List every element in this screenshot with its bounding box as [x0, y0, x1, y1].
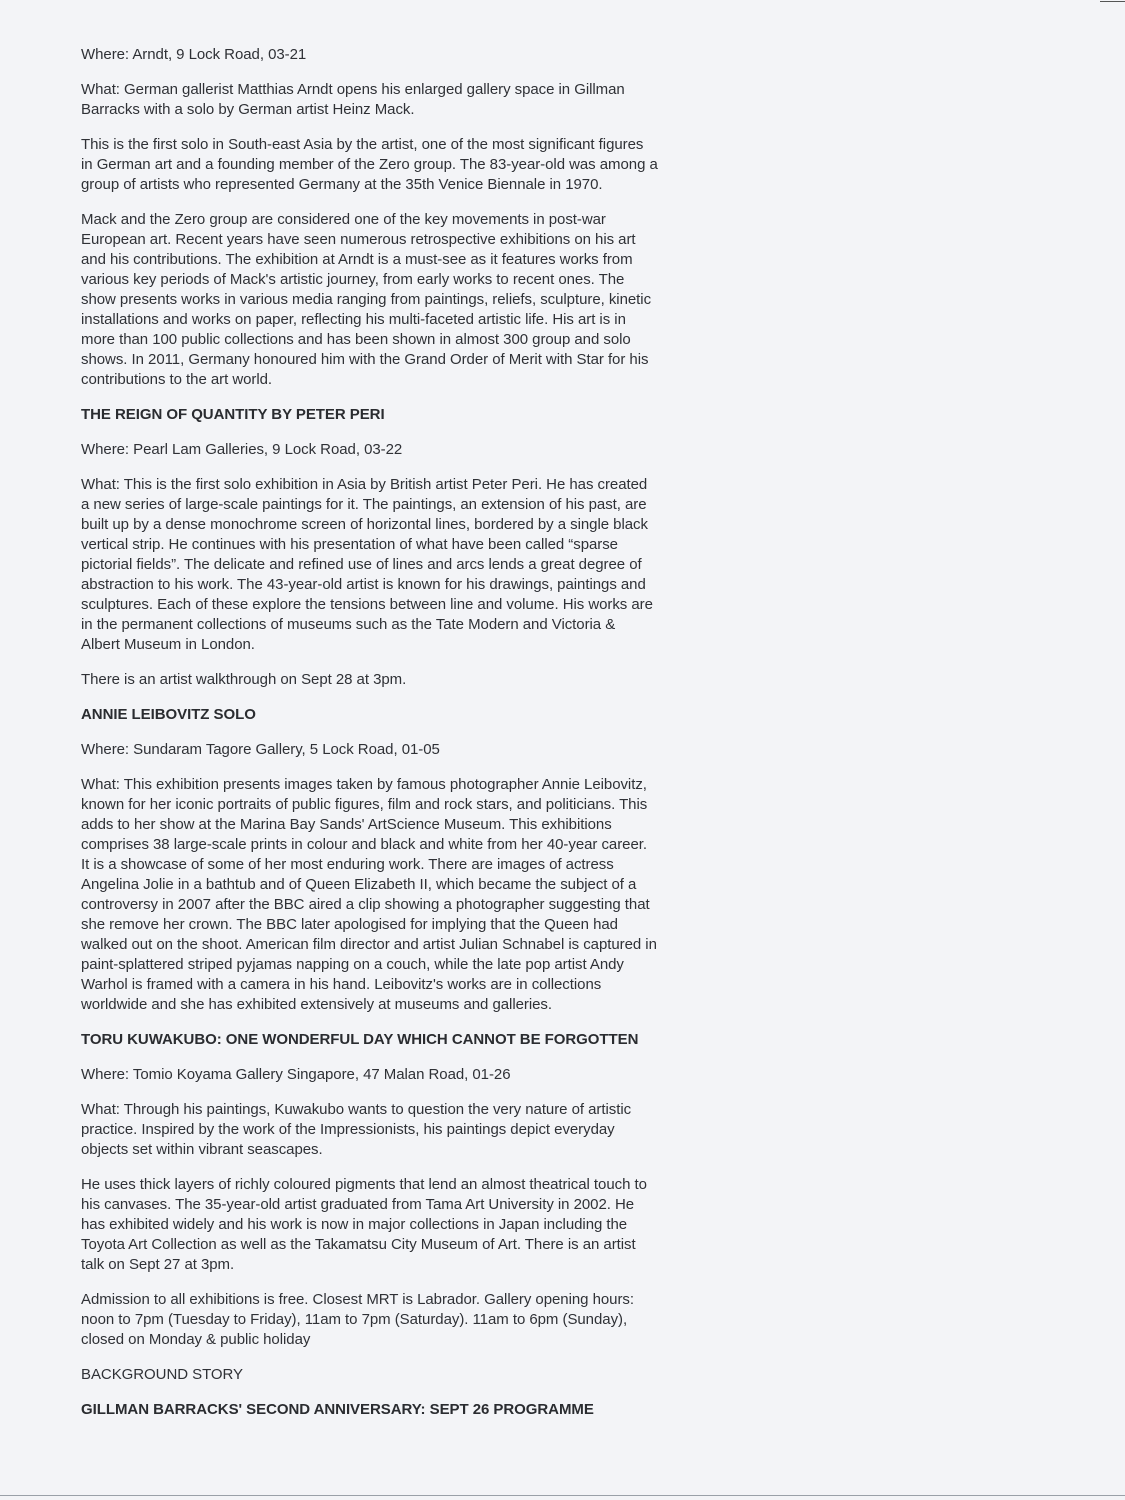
what-peter-peri: What: This is the first solo exhibition in Asia by British artist Peter Peri. He has created a new series of large-scale paintings for it. The paintings, an extension of his past, are built up by a dense monochrome screen of horizontal lines, bordered by a single black vertical strip. He continues with his presentation of what have been called “sparse pictorial fields”. The delicate and refined use of lines and arcs lends a great degree of abstraction to his work. The 43-year-old artist is known for his drawings, paintings and sculptures. Each of these explore the tensions between line and volume. His works are in the permanent collections of museums such as the Tate Modern and Victoria & Albert Museum in London.	[81, 476, 653, 653]
what-toru-kuwakubo: What: Through his paintings, Kuwakubo wants to question the very nature of artistic practice. Inspired by the work of the Impressionists, his paintings depict everyday objects set within vibrant seascapes.	[81, 1101, 632, 1158]
paragraph-admission: Admission to all exhibitions is free. Closest MRT is Labrador. Gallery opening hours: noon to 7pm (Tuesday to Friday), 11am to 7pm (Saturday). 11am to 6pm (Sunday), closed on Monday & public holiday	[81, 1291, 634, 1348]
label-background-story: BACKGROUND STORY	[81, 1366, 244, 1383]
what-arndt: What: German gallerist Matthias Arndt opens his enlarged gallery space in Gillman Barracks with a solo by German artist Heinz Mack.	[81, 81, 625, 118]
heading-annie-leibovitz: ANNIE LEIBOVITZ SOLO	[81, 706, 256, 723]
heading-peter-peri: THE REIGN OF QUANTITY BY PETER PERI	[81, 406, 385, 423]
paragraph-kuwakubo-career: He uses thick layers of richly coloured pigments that lend an almost theatrical touch to his canvases. The 35-year-old artist graduated from Tama Art University in 2002. He has exhibited widely and his work is now in major collections in Japan including the Toyota Art Collection as well as the Takamatsu City Museum of Art. There is an artist talk on Sept 27 at 3pm.	[81, 1176, 647, 1273]
heading-second-anniversary: GILLMAN BARRACKS' SECOND ANNIVERSARY: SEPT 26 PROGRAMME	[81, 1401, 594, 1418]
paragraph-walkthrough: There is an artist walkthrough on Sept 28 at 3pm.	[81, 671, 407, 688]
where-arndt: Where: Arndt, 9 Lock Road, 03-21	[81, 46, 307, 63]
what-annie-leibovitz: What: This exhibition presents images taken by famous photographer Annie Leibovitz, known for her iconic portraits of public figures, film and rock stars, and politicians. This adds to her show at the Marina Bay Sands' ArtScience Museum. This exhibitions comprises 38 large-scale prints in colour and black and white from her 40-year career. It is a showcase of some of her most enduring work. There are images of actress Angelina Jolie in a bathtub and of Queen Elizabeth II, which became the subject of a controversy in 2007 after the BBC aired a clip showing a photographer suggesting that she remove her crown. The BBC later apologised for implying that the Queen had walked out on the shoot. American film director and artist Julian Schnabel is captured in paint-splattered striped pyjamas napping on a couch, while the late pop artist Andy Warhol is framed with a camera in his hand. Leibovitz's works are in collections worldwide and she has exhibited extensively at museums and galleries.	[81, 776, 657, 1013]
where-tomio-koyama: Where: Tomio Koyama Gallery Singapore, 47 Malan Road, 01-26	[81, 1066, 511, 1083]
page-bottom-edge	[0, 1495, 1125, 1496]
paragraph-mack-zero-group: Mack and the Zero group are considered one of the key movements in post-war European art. Recent years have seen numerous retrospective exhibitions on his art and his contributions. The exhibition at Arndt is a must-see as it features works from various key periods of Mack's artistic journey, from early works to recent ones. The show presents works in various media ranging from paintings, reliefs, sculpture, kinetic installations and works on paper, reflecting his multi-faceted artistic life. His art is in more than 100 public collections and has been shown in almost 300 group and solo shows. In 2011, Germany honoured him with the Grand Order of Merit with Star for his contributions to the art world.	[81, 211, 652, 388]
article-body	[81, 45, 726, 1435]
page-edge-mark	[1100, 1, 1125, 2]
heading-toru-kuwakubo: TORU KUWAKUBO: ONE WONDERFUL DAY WHICH CANNOT BE FORGOTTEN	[81, 1031, 639, 1048]
where-sundaram-tagore: Where: Sundaram Tagore Gallery, 5 Lock Road, 01-05	[81, 741, 440, 758]
paragraph-mack-intro: This is the first solo in South-east Asia by the artist, one of the most significant figures in German art and a founding member of the Zero group. The 83-year-old was among a group of artists who represented Germany at the 35th Venice Biennale in 1970.	[81, 136, 658, 193]
where-pearl-lam: Where: Pearl Lam Galleries, 9 Lock Road, 03-22	[81, 441, 403, 458]
